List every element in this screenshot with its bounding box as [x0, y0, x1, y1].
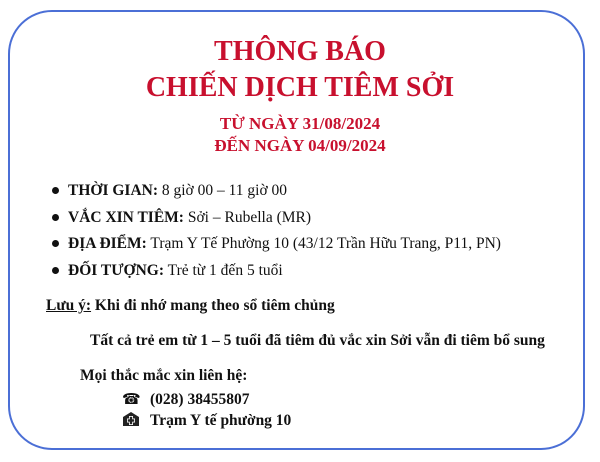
contact-phone: (028) 38455807 [150, 391, 250, 408]
contact-clinic: Trạm Y tế phường 10 [150, 412, 292, 429]
detail-label: ĐỊA ĐIỂM: [68, 235, 147, 252]
hospital-icon [122, 410, 144, 430]
detail-location [52, 234, 501, 261]
campaign-title: CHIẾN DỊCH TIÊM SỞI [145, 72, 455, 103]
detail-label: ĐỐI TƯỢNG: [68, 261, 165, 279]
detail-vaccine [52, 208, 501, 235]
contact-phone-row [122, 389, 249, 410]
note-text: Khi đi nhớ mang theo sổ tiêm chủng [94, 297, 335, 314]
contact-clinic-row [122, 410, 291, 431]
date-from: TỪ NGÀY 31/08/2024 [219, 114, 381, 133]
telephone-icon: ☎ [122, 390, 141, 408]
detail-label: THỜI GIAN: [68, 182, 158, 199]
detail-target [52, 261, 501, 288]
contact-heading: Mọi thắc mắc xin liên hệ: [80, 367, 248, 384]
note-line [46, 296, 335, 316]
detail-time [52, 181, 501, 208]
details-list [52, 181, 501, 287]
detail-value: Trạm Y Tế Phường 10 (43/12 Trần Hữu Trang, P11, PN) [150, 235, 501, 252]
detail-value: Sởi – Rubella (MR) [187, 208, 312, 226]
date-to: ĐẾN NGÀY 04/09/2024 [214, 136, 386, 155]
notice-heading: THÔNG BÁO [214, 36, 386, 67]
detail-label: VẮC XIN TIÊM: [68, 208, 184, 226]
booster-notice: Tất cả trẻ em từ 1 – 5 tuổi đã tiêm đủ vắc xin Sởi vẫn đi tiêm bổ sung [90, 332, 545, 349]
detail-value: 8 giờ 00 – 11 giờ 00 [161, 182, 288, 199]
detail-value: Trẻ từ 1 đến 5 tuổi [167, 261, 283, 279]
note-label: Lưu ý: [46, 297, 92, 314]
